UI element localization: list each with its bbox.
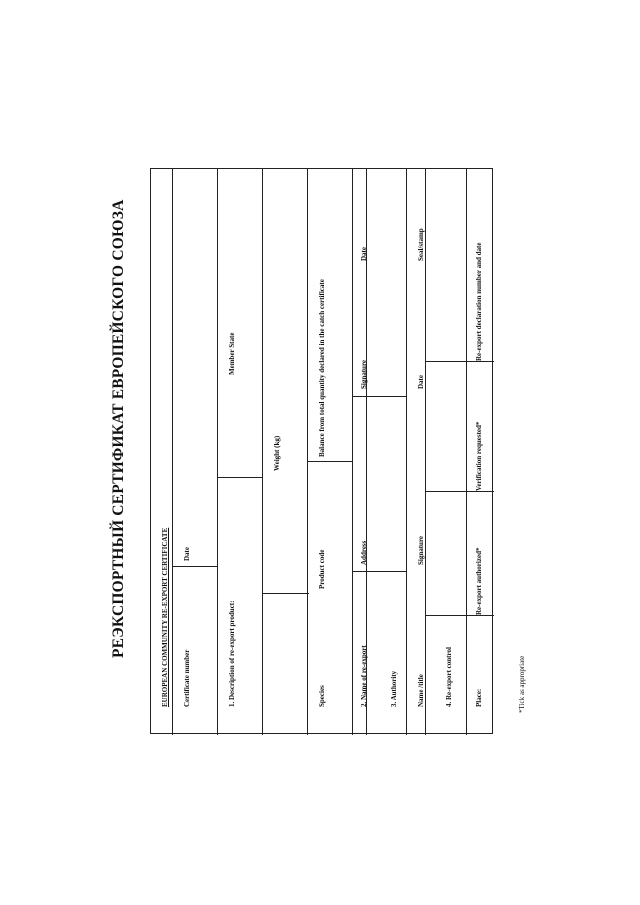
section-4-label: 4. Re-export control xyxy=(445,647,453,707)
grid-line xyxy=(366,571,406,572)
reexport-certificate-form xyxy=(150,168,493,734)
date-label-2: Date xyxy=(360,247,368,261)
grid-line xyxy=(172,169,173,735)
name-title-label: Name /title xyxy=(417,674,425,707)
date-label: Date xyxy=(183,547,191,561)
signature-label-2: Signature xyxy=(417,535,425,565)
grid-line xyxy=(307,461,352,462)
species-label: Species xyxy=(318,685,326,707)
member-state-label: Member State xyxy=(228,332,236,375)
page-title: РЕЭКСПОРТНЫЙ СЕРТИФИКАТ ЕВРОПЕЙСКОГО СОЮЗА xyxy=(110,199,127,658)
section-1-label: 1. Description of re-export product: xyxy=(228,600,236,707)
balance-label: Balance from total quantity declared in the catch certificate xyxy=(318,279,326,457)
seal-stamp-label: Seal/stamp xyxy=(417,228,425,261)
section-2-label: 2. Name of re-export xyxy=(360,645,368,707)
grid-line xyxy=(217,169,218,735)
reexport-declaration-label: Re-export declaration number and date xyxy=(475,242,483,361)
grid-line xyxy=(406,169,407,735)
section-3-label: 3. Authority xyxy=(390,670,398,707)
address-label: Address xyxy=(360,540,368,565)
footnote: *Tick as appropriate xyxy=(518,655,526,713)
date-label-3: Date xyxy=(417,375,425,389)
certificate-header: EUROPEAN COMMUNITY RE-EXPORT CERTIFICATE xyxy=(161,527,169,707)
verification-requested-label: Verification requested* xyxy=(475,421,483,491)
grid-line xyxy=(366,396,406,397)
grid-line xyxy=(307,169,308,735)
place-label: Place: xyxy=(475,688,483,707)
certificate-number-label: Certificate number xyxy=(183,649,191,707)
grid-line xyxy=(262,593,309,594)
weight-label: Weight (kg) xyxy=(273,435,281,471)
product-code-label: Product code xyxy=(318,549,326,589)
grid-line xyxy=(466,169,467,735)
signature-label: Signature xyxy=(360,359,368,389)
grid-line xyxy=(352,169,353,735)
grid-line xyxy=(172,566,217,567)
grid-line xyxy=(217,477,262,478)
grid-line xyxy=(262,169,263,735)
reexport-authorized-label: Re-export authorized* xyxy=(475,547,483,615)
